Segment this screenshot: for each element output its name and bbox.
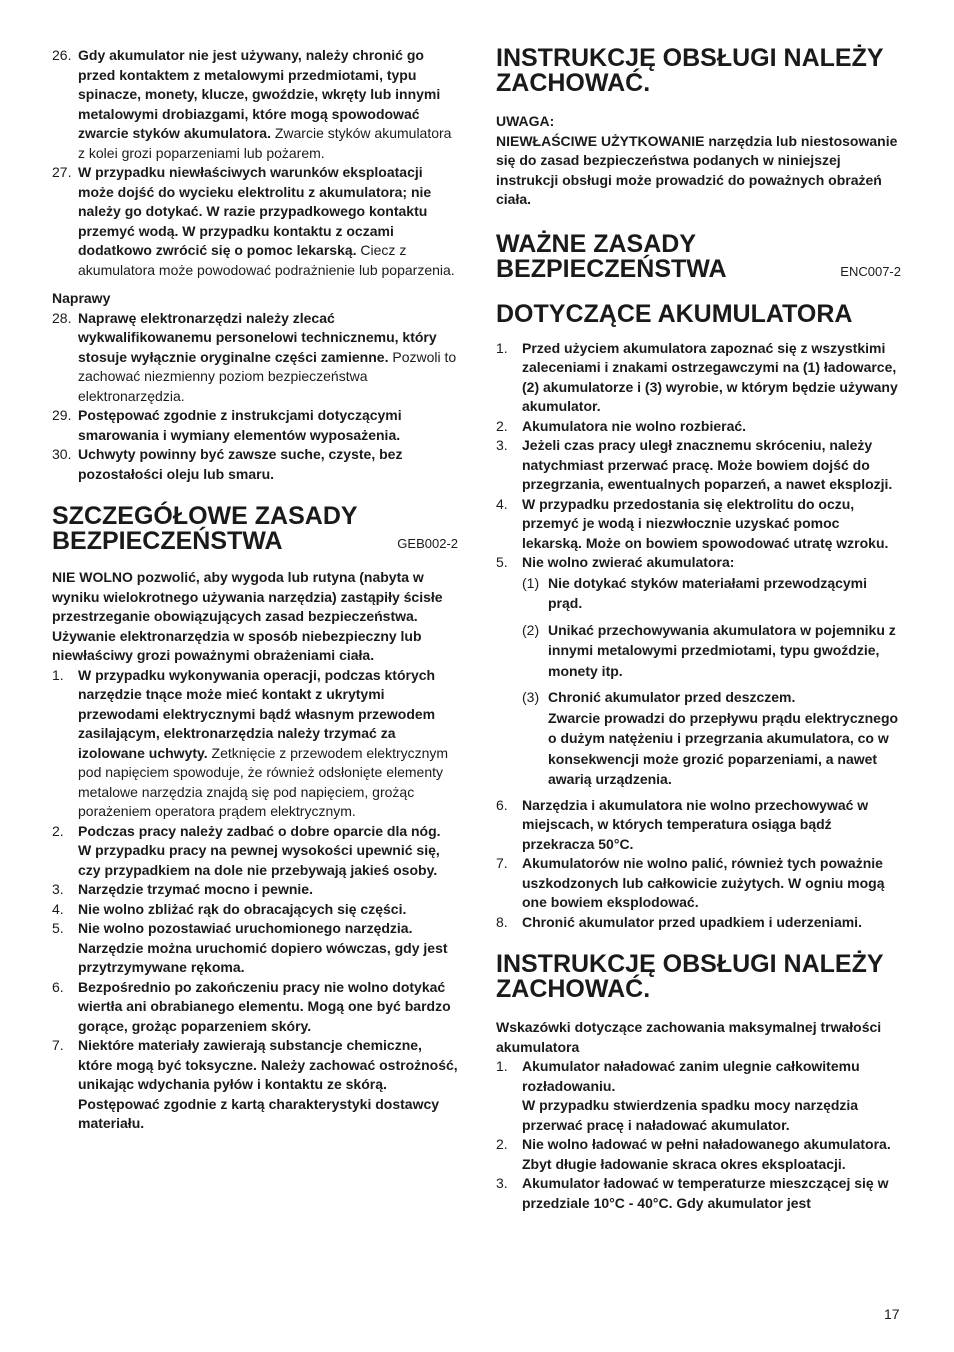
sub-item-text: Chronić akumulator przed deszczem.: [548, 689, 796, 705]
item-bold-extra: W przypadku pracy na pewnej wysokości upewnić się, czy przypadkiem na dole nie przebywają jakieś osoby.: [78, 842, 440, 878]
section-heading-important-safety: [496, 229, 901, 283]
item-number: 1.: [52, 666, 64, 683]
list-item: [496, 913, 901, 933]
item-bold-text: Akumulatora nie wolno rozbierać.: [522, 417, 747, 434]
item-bold-text: Podczas pracy należy zadbać o dobre oparcie dla nóg.: [78, 822, 441, 839]
tips-intro: Wskazówki dotyczące zachowania maksymalnej trwałości akumulatora: [496, 1019, 882, 1055]
item-bold-text: Nie wolno ładować w pełni naładowanego akumulatora. Zbyt długie ładowanie skraca okres eksploatacji.: [522, 1136, 891, 1172]
item-bold-text: Postępować zgodnie z instrukcjami dotyczącymi smarowania i wymiany elementów wyposażenia.: [78, 407, 402, 443]
item-bold-text: Nie wolno pozostawiać uruchomionego narzędzia. Narzędzie można uruchomić dopiero wówczas, gdy jest przytrzymywane rękoma.: [78, 920, 448, 975]
list-item: [52, 46, 458, 163]
item-bold-text: Bezpośrednio po zakończeniu pracy nie wolno dotykać wiertła ani obrabianego elementu. Mogą one być bardzo gorące, grożąc poparzeniem skóry.: [78, 978, 451, 1034]
sub-list-item: [522, 573, 901, 614]
item-bold-extra: W przypadku stwierdzenia spadku mocy narzędzia przerwać pracę i naładować akumulator.: [522, 1097, 859, 1133]
item-text: Pozwoli to zachować niezmienny poziom bezpieczeństwa elektronarzędzia.: [78, 348, 457, 404]
list-item: [496, 1057, 901, 1135]
item-number: 6.: [52, 978, 64, 995]
sub-item-text: Unikać przechowywania akumulatora w pojemniku z innymi metalowymi przedmiotami, typu gwoździe, monety itp.: [548, 621, 896, 679]
item-number: 5.: [496, 554, 508, 570]
list-item: [52, 666, 458, 822]
item-number: 28.: [52, 309, 72, 326]
item-number: 30.: [52, 446, 72, 462]
list-item: [52, 880, 458, 900]
item-bold-text: Przed użyciem akumulatora zapoznać się z wszystkimi zaleceniami i znakami ostrzegawczymi na (1) ładowarce, (2) akumulatorze i (3) wyrobie, w którym będzie używany akumulator.: [522, 339, 898, 414]
list-item: [496, 1135, 901, 1174]
item-text: Ciecz z akumulatora może powodować podrażnienie lub poparzenia.: [78, 242, 455, 278]
sub-item-number: (2): [522, 621, 540, 638]
list-item: [496, 339, 901, 417]
list-item: [52, 900, 458, 920]
item-number: 2.: [496, 1136, 508, 1152]
section-label-repairs: Naprawy: [52, 290, 111, 306]
item-number: 3.: [496, 1175, 508, 1191]
item-bold-text: Akumulatorów nie wolno palić, również tych poważnie uszkodzonych lub całkowicie zużytych. W ogniu mogą one bowiem eksplodować.: [522, 855, 885, 910]
item-number: 7.: [52, 1037, 64, 1053]
list-item: [52, 445, 458, 484]
list-item: [496, 854, 901, 913]
list-item: [52, 309, 458, 407]
item-number: 3.: [496, 437, 508, 453]
list-item: [52, 822, 458, 881]
left-column: [52, 46, 458, 1134]
item-number: 8.: [496, 913, 508, 930]
list-item: [496, 436, 901, 495]
list-item: [496, 796, 901, 855]
warning-text: NIEWŁAŚCIWE UŻYTKOWANIE narzędzia lub niestosowanie się do zasad bezpieczeństwa podanych w niniejszej instrukcji obsługi może prowadzić do poważnych obrażeń ciała.: [496, 132, 898, 207]
section-heading-detailed-safety: SZCZEGÓŁOWE ZASADY BEZPIECZEŃSTWA: [52, 502, 358, 555]
heading-code: ENC007-2: [840, 263, 901, 279]
item-bold-text: Akumulator naładować zanim ulegnie całkowitemu rozładowaniu.: [522, 1058, 860, 1094]
item-number: 2.: [52, 822, 64, 839]
item-bold-text: Narzędzia i akumulatora nie wolno przechowywać w miejscach, w których temperatura osiąga bądź przekracza 50°C.: [522, 796, 869, 852]
list-item: [52, 163, 458, 280]
sub-item-extra: Zwarcie prowadzi do przepływu prądu elektrycznego o dużym natężeniu i przegrzania akumulatora, co w konsekwencji może grozić poparzeniami, a nawet awarią urządzenia.: [548, 709, 899, 787]
right-column: [496, 46, 901, 1213]
item-bold-text: Niektóre materiały zawierają substancje chemiczne, które mogą być toksyczne. Należy zachować ostrożność, unikając wdychania pyłów i kontaktu ze skórą. Postępować zgodnie z kartą charakterystyki dostawcy materiału.: [78, 1037, 458, 1131]
sub-list-item: [522, 687, 901, 790]
item-number: 4.: [52, 900, 64, 917]
warning-label: UWAGA:: [496, 113, 555, 129]
item-number: 5.: [52, 920, 64, 936]
section-heading-keep-manual: INSTRUKCJĘ OBSŁUGI NALEŻY ZACHOWAĆ.: [496, 44, 884, 97]
section-heading-row: [52, 504, 458, 554]
intro-paragraph: NIE WOLNO pozwolić, aby wygoda lub rutyna (nabyta w wyniku wielokrotnego używania narzędzia) zastąpiły ścisłe przestrzeganie obowiązujących zasad bezpieczeństwa. Używanie elektronarzędzia w sposób niebezpieczny lub niewłaściwy grozi poważnymi obrażeniami ciała.: [52, 569, 443, 663]
section-heading-keep-manual-2: INSTRUKCJĘ OBSŁUGI NALEŻY ZACHOWAĆ.: [496, 950, 884, 1003]
sub-item-number: (3): [522, 689, 540, 705]
sub-list-item: [522, 620, 901, 682]
item-bold-text: W przypadku przedostania się elektrolitu do oczu, przemyć je wodą i niezwłocznie uzyskać pomoc lekarską. Może on bowiem spowodować utratę wzroku.: [522, 495, 889, 551]
sub-item-number: (1): [522, 574, 540, 591]
item-number: 4.: [496, 495, 508, 512]
item-number: 1.: [496, 339, 508, 356]
item-bold-text: Uchwyty powinny być zawsze suche, czyste, bez pozostałości oleju lub smaru.: [78, 446, 403, 482]
battery-list: [496, 339, 901, 933]
list-item: [496, 495, 901, 554]
item-bold-text: Nie wolno zbliżać rąk do obracających się części.: [78, 900, 407, 917]
item-number: 29.: [52, 407, 72, 423]
heading-code: GEB002-2: [397, 536, 458, 551]
list-item: [52, 978, 458, 1037]
list-item: [496, 417, 901, 437]
heading-line: WAŻNE ZASADY: [496, 229, 696, 258]
list-item: [52, 919, 458, 978]
page-number: 17: [884, 1306, 900, 1322]
item-bold-text: Naprawę elektronarzędzi należy zlecać wykwalifikowanemu personelowi technicznemu, który stosuje wyłącznie oryginalne części zamienne.: [78, 309, 437, 365]
item-number: 2.: [496, 417, 508, 434]
item-bold-text: Jeżeli czas pracy uległ znacznemu skróceniu, należy natychmiast przerwać pracę. Może bowiem dojść do przegrzania, ewentualnych poparzeń, a nawet eksplozji.: [522, 437, 893, 492]
heading-line: BEZPIECZEŃSTWA: [496, 254, 727, 283]
item-text: Zetknięcie z przewodem elektrycznym pod napięciem spowoduje, że również odsłonięte elementy metalowe narzędzia znajdą się pod napięciem, grożąc porażeniem operatora prądem elektrycznym.: [78, 744, 449, 819]
item-bold-text: Chronić akumulator przed upadkiem i uderzeniami.: [522, 913, 862, 930]
item-number: 26.: [52, 47, 72, 63]
section-heading-battery: DOTYCZĄCE AKUMULATORA: [496, 299, 853, 328]
item-number: 1.: [496, 1058, 508, 1074]
item-number: 6.: [496, 796, 508, 813]
list-item: [52, 406, 458, 445]
item-number: 7.: [496, 855, 508, 871]
item-text: Zwarcie styków akumulatora z kolei grozi poparzeniami lub pożarem.: [78, 125, 452, 161]
list-item: [52, 1036, 458, 1134]
item-bold-text: Narzędzie trzymać mocno i pewnie.: [78, 881, 313, 897]
list-item: [496, 553, 901, 573]
item-number: 3.: [52, 881, 64, 897]
item-bold-text: Akumulator ładować w temperaturze mieszczącej się w przedziale 10°C - 40°C. Gdy akumulator jest: [522, 1175, 889, 1211]
item-bold-text: W przypadku wykonywania operacji, podczas których narzędzie tnące może mieć kontakt z ukrytymi przewodami elektrycznymi bądź własnym przewodem zasilającym, elektronarzędzia należy trzymać za izolowane uchwyty.: [78, 666, 436, 761]
item-bold-text: Gdy akumulator nie jest używany, należy chronić go przed kontaktem z metalowymi przedmiotami, typu spinacze, monety, klucze, gwoździe, wkręty lub innymi metalowymi drobiazgami, które mogą spowodować zwarcie styków akumulatora.: [78, 47, 441, 141]
item-number: 27.: [52, 164, 72, 180]
item-bold-text: Nie wolno zwierać akumulatora:: [522, 554, 735, 570]
sub-item-text: Nie dotykać styków materiałami przewodzącymi prąd.: [548, 574, 868, 611]
list-item: [496, 1174, 901, 1213]
item-bold-text: W przypadku niewłaściwych warunków eksploatacji może dojść do wycieku elektrolitu z akumulatora; nie należy go dotykać. W razie przypadkowego kontaktu przemyć wodą. W przypadku kontaktu z oczami dodatkowo zwrócić się o pomoc lekarską.: [78, 164, 432, 258]
